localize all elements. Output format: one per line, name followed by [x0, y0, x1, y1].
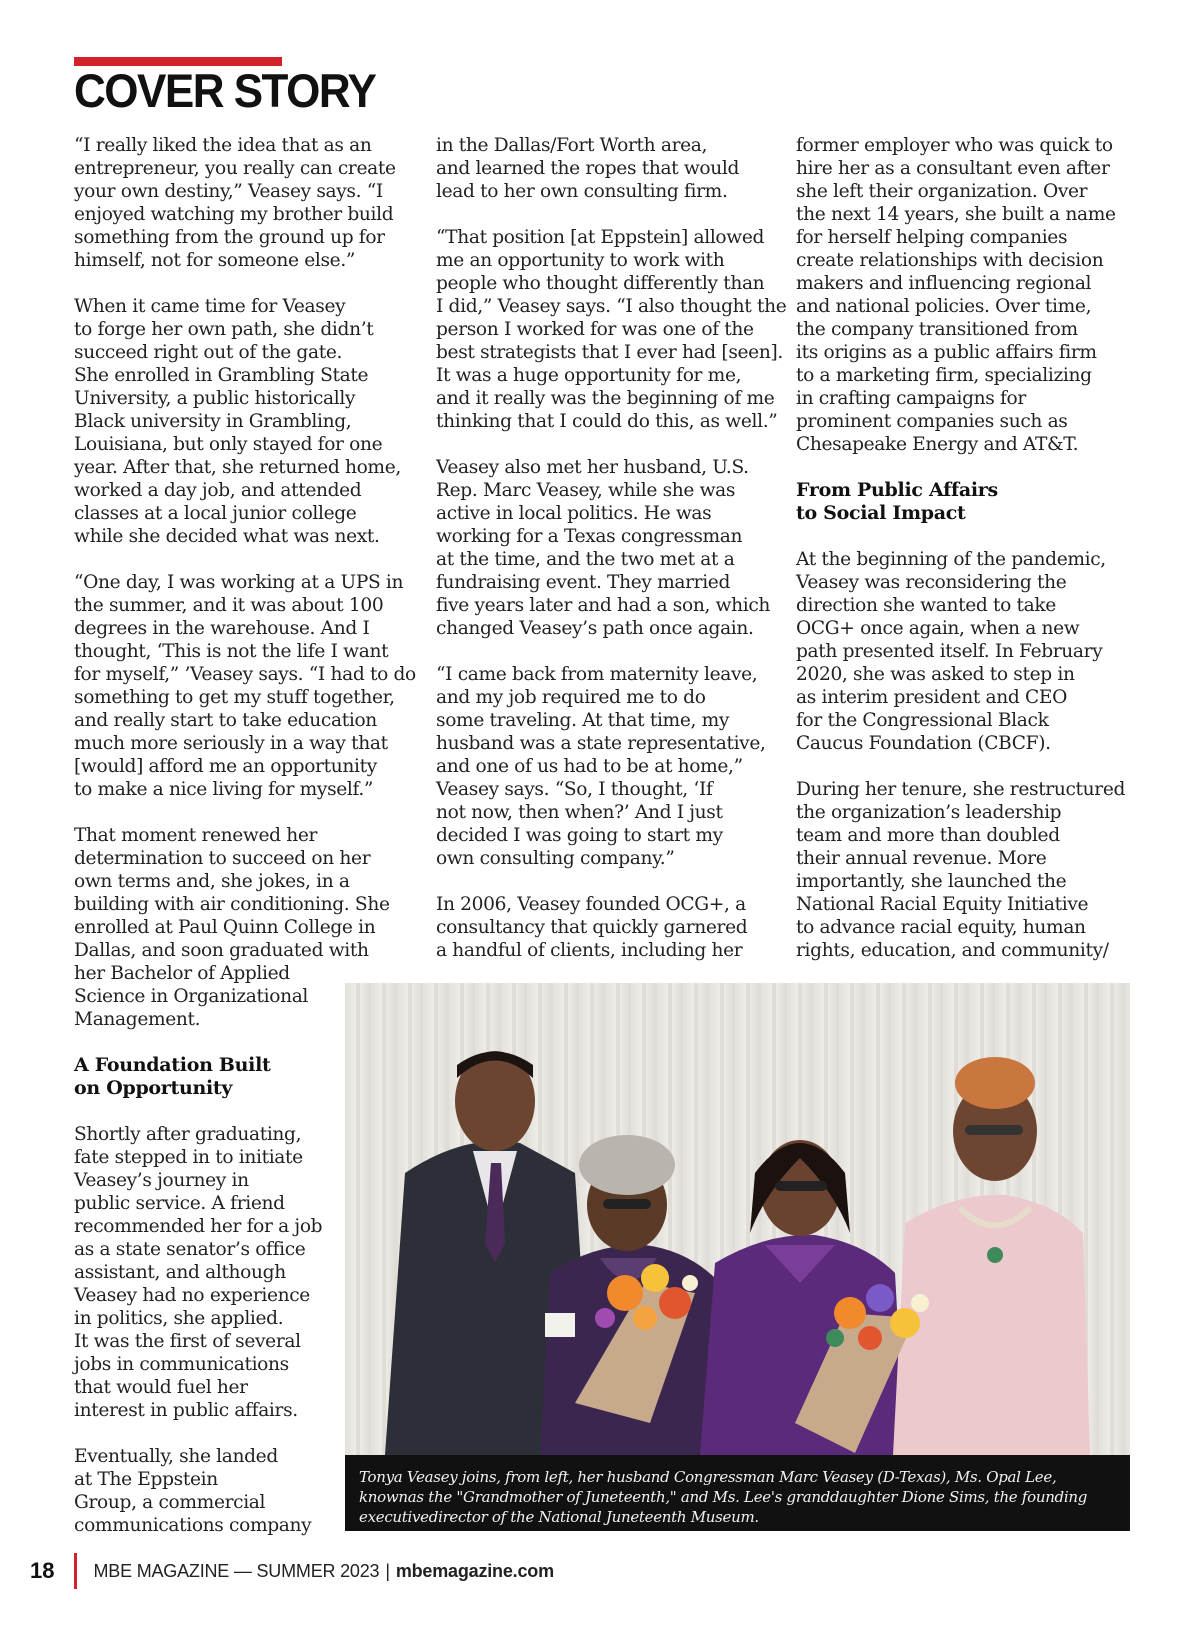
text-line: the organization’s leadership — [796, 802, 1062, 823]
text-line: her Bachelor of Applied — [74, 963, 290, 984]
text-line: me an opportunity to work with — [436, 250, 725, 271]
paragraph — [436, 226, 787, 433]
text-line: himself, not for someone else.” — [74, 250, 356, 271]
text-line: Black university in Grambling, — [74, 411, 352, 432]
text-line: communications company — [74, 1515, 312, 1536]
text-line: and really start to take education — [74, 710, 377, 731]
text-line: some traveling. At that time, my — [436, 710, 730, 731]
text-line: not now, then when?’ And I just — [436, 802, 723, 823]
footer-publication — [93, 1561, 553, 1582]
paragraph — [74, 134, 404, 272]
text-line: for the Congressional Black — [796, 710, 1049, 731]
text-line: changed Veasey’s path once again. — [436, 618, 754, 639]
text-line: in politics, she applied. — [74, 1308, 284, 1329]
text-line: entrepreneur, you really can create — [74, 158, 396, 179]
paragraph — [74, 295, 404, 548]
text-line: director of the National Juneteenth Museum. — [428, 1508, 759, 1526]
text-line: thinking that I could do this, as well.” — [436, 411, 778, 432]
text-line: worked a day job, and attended — [74, 480, 362, 501]
subheading — [796, 479, 1136, 525]
text-line: in crafting campaigns for — [796, 388, 1026, 409]
text-line: enrolled at Paul Quinn College in — [74, 917, 376, 938]
text-line: people who thought differently than — [436, 273, 765, 294]
paragraph — [436, 134, 776, 203]
text-line: Veasey’s journey in — [74, 1170, 249, 1191]
text-line: to advance racial equity, human — [796, 917, 1086, 938]
article-column-3 — [796, 134, 1136, 985]
text-line: a handful of clients, including her — [436, 940, 743, 961]
page-footer — [30, 1553, 554, 1589]
text-line: National Racial Equity Initiative — [796, 894, 1089, 915]
text-line: fate stepped in to initiate — [74, 1147, 303, 1168]
paragraph — [436, 663, 776, 870]
text-line: prominent companies such as — [796, 411, 1068, 432]
photo-illustration — [345, 983, 1130, 1531]
text-line: best strategists that I ever had [seen]. — [436, 342, 783, 363]
text-line: enjoyed watching my brother build — [74, 204, 394, 225]
text-line: assistant, and although — [74, 1262, 286, 1283]
text-line: to forge her own path, she didn’t — [74, 319, 374, 340]
footer-divider — [74, 1553, 77, 1589]
text-line: University, a public historically — [74, 388, 356, 409]
text-line: the next 14 years, she built a name — [796, 204, 1116, 225]
text-line: jobs in communications — [74, 1354, 289, 1375]
text-line: as interim president and CEO — [796, 687, 1067, 708]
text-line: hire her as a consultant even after — [796, 158, 1110, 179]
text-line: to make a nice living for myself.” — [74, 779, 374, 800]
text-line: direction she wanted to take — [796, 595, 1056, 616]
text-line: Chesapeake Energy and AT&T. — [796, 434, 1079, 455]
text-line: at the time, and the two met at a — [436, 549, 735, 570]
text-line: path presented itself. In February — [796, 641, 1103, 662]
text-line: and my job required me to do — [436, 687, 706, 708]
text-line: for herself helping companies — [796, 227, 1068, 248]
text-line: in the Dallas/Fort Worth area, — [436, 135, 708, 156]
text-line: own terms and, she jokes, in a — [74, 871, 350, 892]
text-line: while she decided what was next. — [74, 526, 380, 547]
text-line: interest in public affairs. — [74, 1400, 298, 1421]
text-line: as the "Grandmother of Juneteenth," and Ms. Lee's granddaughter Dione Sims, the founding executive — [359, 1488, 1088, 1526]
text-line: thought, ‘This is not the life I want — [74, 641, 389, 662]
text-line: Veasey says. “So, I thought, ‘If — [436, 779, 713, 800]
text-line: that would fuel her — [74, 1377, 248, 1398]
text-line: and national policies. Over time, — [796, 296, 1092, 317]
text-line: Science in Organizational — [74, 986, 309, 1007]
paragraph — [796, 548, 1136, 755]
text-line: your own destiny,” Veasey says. “I — [74, 181, 383, 202]
text-line: public service. A friend — [74, 1193, 285, 1214]
text-line: In 2006, Veasey founded OCG+, a — [436, 894, 746, 915]
text-line: their annual revenue. More — [796, 848, 1047, 869]
text-line: OCG+ once again, when a new — [796, 618, 1080, 639]
paragraph — [796, 134, 1136, 456]
text-line: During her tenure, she restructured — [796, 779, 1126, 800]
text-line: husband was a state representative, — [436, 733, 766, 754]
text-line: When it came time for Veasey — [74, 296, 346, 317]
text-line: five years later and had a son, which — [436, 595, 771, 616]
text-line: succeed right out of the gate. — [74, 342, 343, 363]
text-line: rights, education, and community/ — [796, 940, 1109, 961]
footer-separator: | — [385, 1560, 390, 1581]
text-line: “That position [at Eppstein] allowed — [436, 227, 765, 248]
text-line: team and more than doubled — [796, 825, 1060, 846]
text-line: [would] afford me an opportunity — [74, 756, 377, 777]
text-line: fundraising event. They married — [436, 572, 731, 593]
text-line: Dallas, and soon graduated with — [74, 940, 369, 961]
paragraph — [436, 893, 776, 962]
text-line: Caucus Foundation (CBCF). — [796, 733, 1051, 754]
text-line: year. After that, she returned home, — [74, 457, 401, 478]
text-line: Eventually, she landed — [74, 1446, 278, 1467]
text-line: Tonya Veasey joins, from left, her husband Congressman Marc Veasey (D-Texas), Ms. Opal Lee, known — [359, 1468, 1057, 1506]
text-line: as a state senator’s office — [74, 1239, 306, 1260]
text-line: “I came back from maternity leave, — [436, 664, 758, 685]
text-line: decided I was going to start my — [436, 825, 723, 846]
text-line: Veasey also met her husband, U.S. — [436, 457, 749, 478]
text-line: At the beginning of the pandemic, — [796, 549, 1106, 570]
text-line: something from the ground up for — [74, 227, 385, 248]
text-line: It was the first of several — [74, 1331, 301, 1352]
text-line: consultancy that quickly garnered — [436, 917, 748, 938]
text-line: and one of us had to be at home,” — [436, 756, 743, 777]
section-label: COVER STORY — [74, 65, 376, 118]
text-line: A Foundation Built — [74, 1054, 271, 1076]
text-line: Louisiana, but only stayed for one — [74, 434, 383, 455]
text-line: to a marketing firm, specializing — [796, 365, 1092, 386]
text-line: own consulting company.” — [436, 848, 675, 869]
text-line: degrees in the warehouse. And I — [74, 618, 370, 639]
text-line: Rep. Marc Veasey, while she was — [436, 480, 736, 501]
text-line: the summer, and it was about 100 — [74, 595, 384, 616]
text-line: I did,” Veasey says. “I also thought the — [436, 296, 787, 317]
text-line: former employer who was quick to — [796, 135, 1113, 156]
text-line: That moment renewed her — [74, 825, 318, 846]
text-line: something to get my stuff together, — [74, 687, 395, 708]
photo-caption — [345, 1455, 1130, 1531]
website-link[interactable]: mbemagazine.com — [395, 1560, 554, 1581]
text-line: Veasey had no experience — [74, 1285, 310, 1306]
text-line: and it really was the beginning of me — [436, 388, 775, 409]
text-line: lead to her own consulting firm. — [436, 181, 728, 202]
text-line: create relationships with decision — [796, 250, 1104, 271]
page-number: 18 — [30, 1558, 55, 1583]
text-line: makers and influencing regional — [796, 273, 1092, 294]
text-line: Veasey was reconsidering the — [796, 572, 1067, 593]
text-line: Group, a commercial — [74, 1492, 266, 1513]
text-line: “I really liked the idea that as an — [74, 135, 372, 156]
text-line: Management. — [74, 1009, 201, 1030]
text-line: its origins as a public affairs firm — [796, 342, 1097, 363]
paragraph — [436, 456, 776, 640]
text-line: determination to succeed on her — [74, 848, 371, 869]
text-line: at The Eppstein — [74, 1469, 218, 1490]
text-line: for myself,” ’Veasey says. “I had to do — [74, 664, 416, 685]
text-line: classes at a local junior college — [74, 503, 357, 524]
text-line: and learned the ropes that would — [436, 158, 740, 179]
text-line: Shortly after graduating, — [74, 1124, 302, 1145]
text-line: From Public Affairs — [796, 479, 998, 501]
magazine-issue: MBE MAGAZINE — SUMMER 2023 — [93, 1560, 380, 1581]
text-line: recommended her for a job — [74, 1216, 323, 1237]
event-photo — [345, 983, 1130, 1531]
text-line: much more seriously in a way that — [74, 733, 388, 754]
paragraph — [796, 778, 1136, 962]
text-line: It was a huge opportunity for me, — [436, 365, 742, 386]
text-line: the company transitioned from — [796, 319, 1078, 340]
text-line: importantly, she launched the — [796, 871, 1067, 892]
article-column-2 — [436, 134, 787, 985]
text-line: on Opportunity — [74, 1077, 233, 1099]
text-line: to Social Impact — [796, 502, 966, 524]
text-line: person I worked for was one of the — [436, 319, 754, 340]
text-line: working for a Texas congressman — [436, 526, 743, 547]
paragraph — [74, 571, 416, 801]
text-line: active in local politics. He was — [436, 503, 712, 524]
text-line: she left their organization. Over — [796, 181, 1088, 202]
text-line: 2020, she was asked to step in — [796, 664, 1075, 685]
text-line: building with air conditioning. She — [74, 894, 390, 915]
text-line: She enrolled in Grambling State — [74, 365, 369, 386]
text-line: “One day, I was working at a UPS in — [74, 572, 404, 593]
